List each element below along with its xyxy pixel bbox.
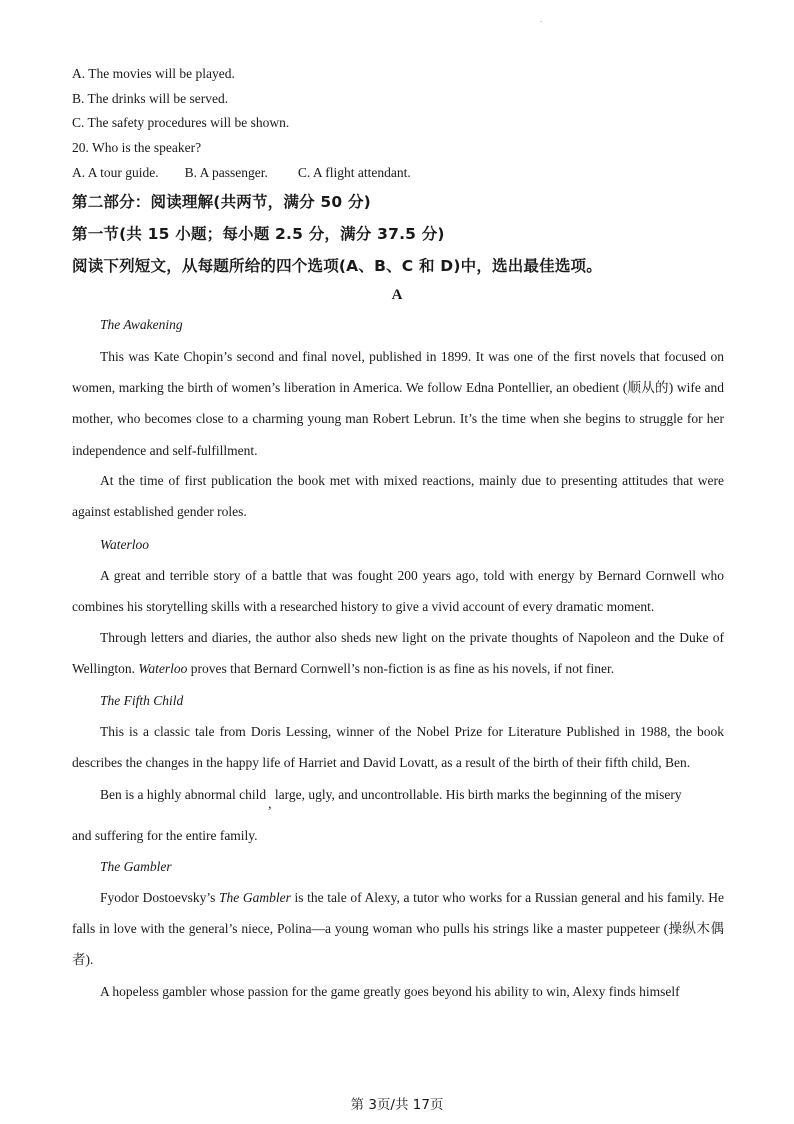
q20-question: 20. Who is the speaker? bbox=[72, 140, 202, 155]
waterloo-paragraph-2 bbox=[72, 622, 724, 684]
fifth-child-p2-comma: , bbox=[268, 796, 272, 811]
section-one-heading: 第一节(共 15 小题；每小题 2.5 分，满分 37.5 分) bbox=[72, 225, 445, 243]
waterloo-paragraph-1: A great and terrible story of a battle that was fought 200 years ago, told with energy by Bernard Cornwell who combines his storytelling skills with a researched history to give a vivid account of every dramatic moment. bbox=[72, 568, 724, 615]
reading-instruction: 阅读下列短文，从每题所给的四个选项(A、B、C 和 D)中，选出最佳选项。 bbox=[72, 257, 602, 275]
book-title-waterloo: Waterloo bbox=[100, 537, 150, 552]
book-title-gambler: The Gambler bbox=[100, 859, 172, 874]
page-number-footer: 第 3页/共 17页 bbox=[350, 1097, 444, 1113]
fifth-child-paragraph-2-line-2: and suffering for the entire family. bbox=[72, 828, 258, 843]
book-title-fifth-child: The Fifth Child bbox=[100, 693, 184, 708]
fifth-child-p2-text-a: Ben is a highly abnormal child bbox=[100, 787, 267, 802]
gambler-paragraph-2: A hopeless gambler whose passion for the game greatly goes beyond his ability to win, Alexy finds himself bbox=[100, 984, 680, 999]
book-title-awakening: The Awakening bbox=[100, 317, 183, 332]
gambler-p1-text-b: is the tale of Alexy, a tutor who works for a Russian general and his family. He falls in love with the general’s niece, Polina—a young woman who pulls his strings like a master puppeteer (操纵木偶者). bbox=[72, 890, 724, 968]
passage-label: A bbox=[391, 287, 403, 303]
fifth-child-paragraph-2-line-1 bbox=[100, 787, 682, 811]
q20-options bbox=[72, 165, 411, 181]
q19-option-b: B. The drinks will be served. bbox=[72, 91, 229, 106]
q20-option-a: A. A tour guide. bbox=[72, 165, 159, 180]
q19-option-a: A. The movies will be played. bbox=[72, 66, 235, 81]
q20-option-b: B. A passenger. bbox=[184, 165, 268, 180]
fifth-child-p2-text-b: large, ugly, and uncontrollable. His birth marks the beginning of the misery bbox=[271, 787, 682, 802]
gambler-p1-title: The Gambler bbox=[219, 890, 291, 905]
awakening-paragraph-1: This was Kate Chopin’s second and final novel, published in 1899. It was one of the first novels that focused on women, marking the birth of women’s liberation in America. We follow Edna Pontellier, an obedient (顺从的) wife and mother, who becomes close to a charming young man Robert Lebrun. It’s the time when she begins to struggle for her independence and self-fulfillment. bbox=[72, 349, 724, 458]
waterloo-p2-title: Waterloo bbox=[138, 661, 188, 677]
q19-option-c: C. The safety procedures will be shown. bbox=[72, 115, 290, 130]
q20-option-c: C. A flight attendant. bbox=[297, 165, 411, 180]
gambler-p1-text-a: Fyodor Dostoevsky’s bbox=[100, 890, 219, 905]
fifth-child-paragraph-1: This is a classic tale from Doris Lessing, winner of the Nobel Prize for Literature Published in 1988, the book describes the changes in the happy life of Harriet and David Lovatt, as a result of the birth of their fifth child, Ben. bbox=[72, 724, 724, 771]
gambler-paragraph-1 bbox=[72, 882, 724, 976]
waterloo-p2-text-b: proves that Bernard Cornwell’s non-fiction is as fine as his novels, if not finer. bbox=[187, 661, 615, 677]
scan-mark: . bbox=[540, 14, 543, 24]
waterloo-p2-text-a: Through letters and diaries, the author also sheds new light on the private thoughts of Napoleon and the Duke of Wellington. bbox=[72, 630, 724, 677]
part-two-heading: 第二部分：阅读理解(共两节，满分 50 分) bbox=[72, 193, 371, 211]
awakening-paragraph-2: At the time of first publication the book met with mixed reactions, mainly due to presenting attitudes that were against established gender roles. bbox=[72, 473, 724, 520]
